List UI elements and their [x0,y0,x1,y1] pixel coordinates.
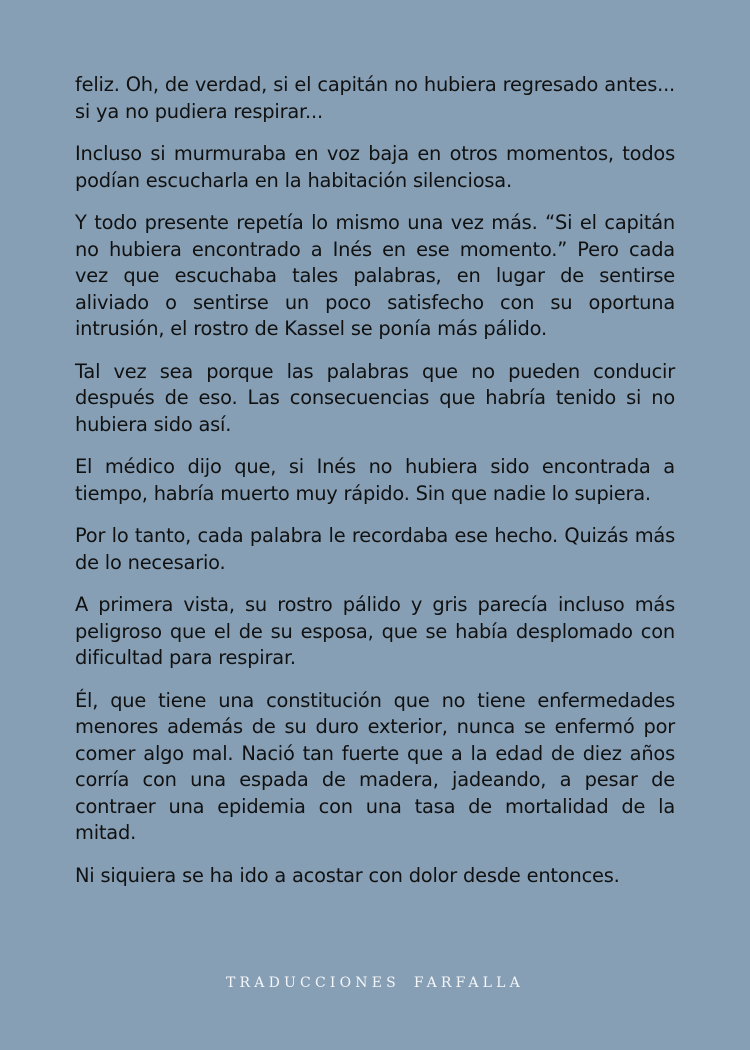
footer-word-2: FARFALLA [413,975,524,991]
paragraph: Ni siquiera se ha ido a acostar con dolor desde entonces. [75,863,620,887]
footer-word-1: TRADUCCIONES [226,975,400,991]
paragraph: Por lo tanto, cada palabra le recordaba ese hecho. Quizás más de lo necesario. [75,524,675,574]
page-body [75,72,675,905]
paragraph: Incluso si murmuraba en voz baja en otros momentos, todos podían escucharla en la habitación silenciosa. [75,142,675,192]
paragraph: Tal vez sea porque las palabras que no pueden conducir después de eso. Las consecuencias que habría tenido si no hubiera sido así. [75,359,675,436]
paragraph: Él, que tiene una constitución que no tiene enfermedades menores además de su duro exterior, nunca se enfermó por comer algo mal. Nació tan fuerte que a la edad de diez años corría con una espada de madera, jadeando, a pesar de contraer una epidemia con una tasa de mortalidad de la mitad. [75,688,675,844]
page-footer [0,975,750,991]
paragraph: Y todo presente repetía lo mismo una vez más. “Si el capitán no hubiera encontrado a Inés en ese momento.” Pero cada vez que escuchaba tales palabras, en lugar de sentirse aliviado o sentirse un poco satisfecho con su oportuna intrusión, el rostro de Kassel se ponía más pálido. [75,211,675,340]
paragraph: El médico dijo que, si Inés no hubiera sido encontrada a tiempo, habría muerto muy rápido. Sin que nadie lo supiera. [75,455,675,505]
paragraph: A primera vista, su rostro pálido y gris parecía incluso más peligroso que el de su esposa, que se había desplomado con dificultad para respirar. [75,593,675,669]
paragraph: feliz. Oh, de verdad, si el capitán no hubiera regresado antes... si ya no pudiera respirar... [75,73,675,123]
